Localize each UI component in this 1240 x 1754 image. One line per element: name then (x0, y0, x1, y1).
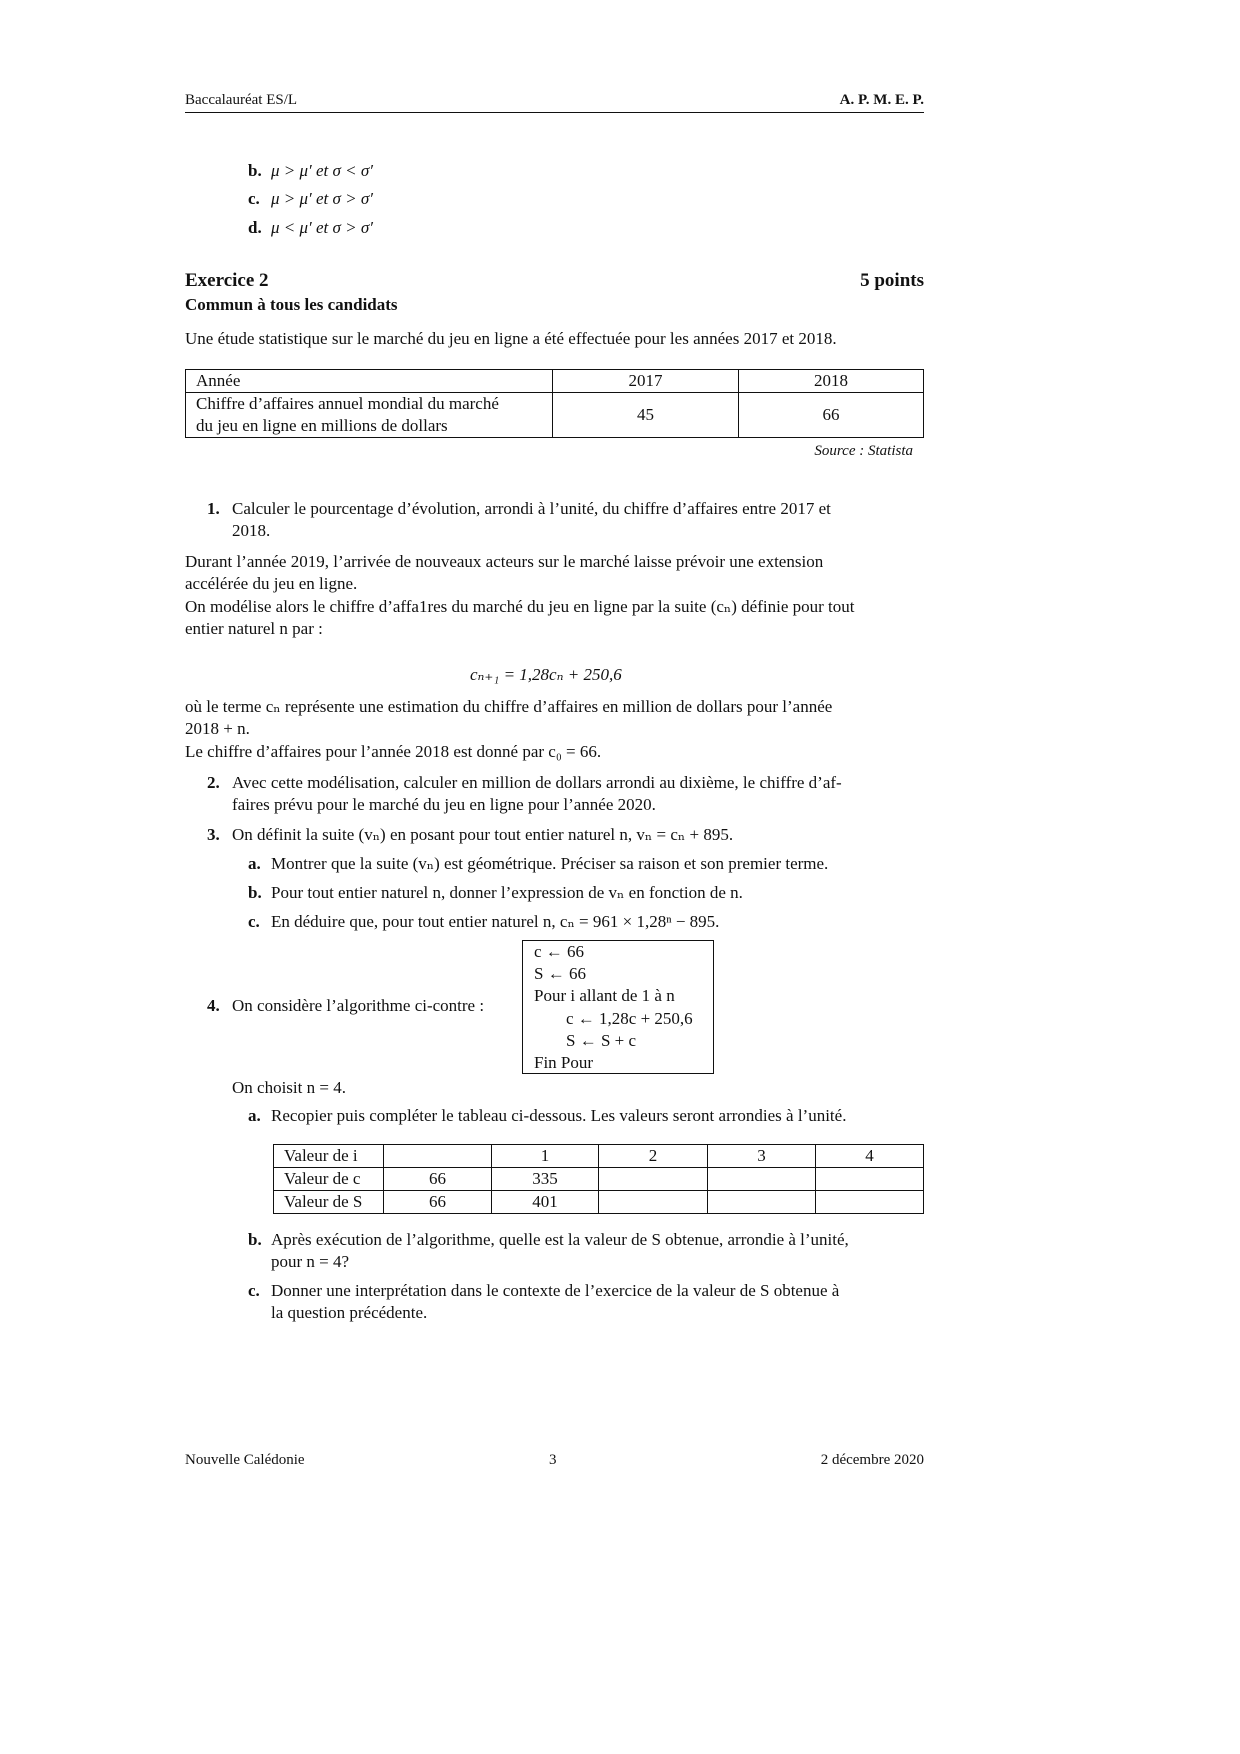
header-right: A. P. M. E. P. (839, 92, 924, 108)
cell: 2 (599, 1145, 708, 1168)
header-cell: Année (186, 370, 553, 393)
cell (384, 1145, 492, 1168)
algo-line: c ← 66 (534, 942, 585, 961)
source: Source : Statista (814, 443, 913, 459)
cell: 3 (708, 1145, 816, 1168)
cell (599, 1168, 708, 1191)
row-label: Chiffre d’affaires annuel mondial du marché du jeu en ligne en millions de dollars (186, 393, 553, 438)
q3-b: b. Pour tout entier naturel n, donner l’expression de vₙ en fonction de n. (248, 883, 743, 902)
paragraph-2: où le terme cₙ représente une estimation du chiffre d’affaires en million de dollars pour l’année 2018 + n. Le chiffre d’affaires pour l’année 2018 est donné par c₀ = 66. (185, 697, 833, 761)
q4: 4. On considère l’algorithme ci-contre : (207, 996, 485, 1015)
cell: 4 (816, 1145, 924, 1168)
cell: 66 (384, 1191, 492, 1214)
row-label: Valeur de c (274, 1168, 384, 1191)
algo-line: Fin Pour (534, 1053, 594, 1073)
header-cell: 2018 (739, 370, 924, 393)
algorithm-box (522, 940, 714, 1074)
q4-c: c. Donner une interprétation dans le contexte de l’exercice de la valeur de S obtenue à la question précédente. (248, 1281, 840, 1322)
page-number: 3 (549, 1452, 557, 1468)
q1-text: Calculer le pourcentage d’évolution, arrondi à l’unité, du chiffre d’affaires entre 2017 et 2018. (232, 499, 831, 540)
q3: 3. On définit la suite (vₙ) en posant pour tout entier naturel n, vₙ = cₙ + 895. (207, 825, 734, 844)
q2-number: 2. (207, 773, 220, 792)
cell: 1 (492, 1145, 599, 1168)
cell (708, 1191, 816, 1214)
cell: 401 (492, 1191, 599, 1214)
row-label: Valeur de i (274, 1145, 384, 1168)
algo-line: S ← 66 (534, 964, 586, 984)
option-c: c. μ > μ′ et σ > σ′ (248, 189, 373, 208)
revenue-table (185, 369, 924, 438)
cell (816, 1168, 924, 1191)
exercise-intro: Une étude statistique sur le marché du jeu en ligne a été effectuée pour les années 2017 et 2018. (185, 329, 837, 348)
value-cell: 45 (553, 393, 739, 438)
row-label: Valeur de S (274, 1191, 384, 1214)
paragraph-1: Durant l’année 2019, l’arrivée de nouveaux acteurs sur le marché laisse prévoir une extension accélérée du jeu en ligne. On modélise alors le chiffre d’affa1res du marché du jeu en ligne par la suite (cₙ) définie pour tout entier naturel n par : (185, 552, 855, 638)
value-cell: 66 (739, 393, 924, 438)
exercise-subtitle: Commun à tous les candidats (185, 295, 398, 314)
q1-number: 1. (207, 499, 220, 518)
footer-left: Nouvelle Calédonie (185, 1452, 305, 1468)
cell (816, 1191, 924, 1214)
q4-choice: On choisit n = 4. (232, 1078, 346, 1097)
footer-right: 2 décembre 2020 (820, 1452, 924, 1468)
cell (708, 1168, 816, 1191)
q3-c: c. En déduire que, pour tout entier naturel n, cₙ = 961 × 1,28ⁿ − 895. (248, 912, 720, 931)
algo-line: S ← S + c (566, 1030, 637, 1050)
exercise-title: Exercice 2 (185, 270, 269, 291)
cell: 335 (492, 1168, 599, 1191)
header-rule (185, 112, 924, 113)
cell: 66 (384, 1168, 492, 1191)
algorithm-table (273, 1144, 924, 1214)
exercise-points: 5 points (860, 270, 924, 291)
cell (599, 1191, 708, 1214)
q3-a: a. Montrer que la suite (vₙ) est géométrique. Préciser sa raison et son premier terme. (248, 854, 829, 873)
option-b: b. μ > μ′ et σ < σ′ (248, 161, 373, 180)
recurrence-formula: cₙ₊₁ = 1,28cₙ + 250,6 (470, 665, 622, 684)
q2-text: Avec cette modélisation, calculer en million de dollars arrondi au dixième, le chiffre d’af- faires prévu pour le marché du jeu en ligne pour l’année 2020. (232, 773, 842, 814)
algo-line: c ← 1,28c + 250,6 (566, 1008, 693, 1028)
q4-a: a. Recopier puis compléter le tableau ci-dessous. Les valeurs seront arrondies à l’unité. (248, 1106, 847, 1125)
q4-b: b. Après exécution de l’algorithme, quelle est la valeur de S obtenue, arrondie à l’unité, pour n = 4? (248, 1230, 849, 1271)
header-cell: 2017 (553, 370, 739, 393)
header-left: Baccalauréat ES/L (185, 92, 298, 108)
algo-line: Pour i allant de 1 à n (534, 986, 675, 1006)
option-d: d. μ < μ′ et σ > σ′ (248, 218, 373, 237)
